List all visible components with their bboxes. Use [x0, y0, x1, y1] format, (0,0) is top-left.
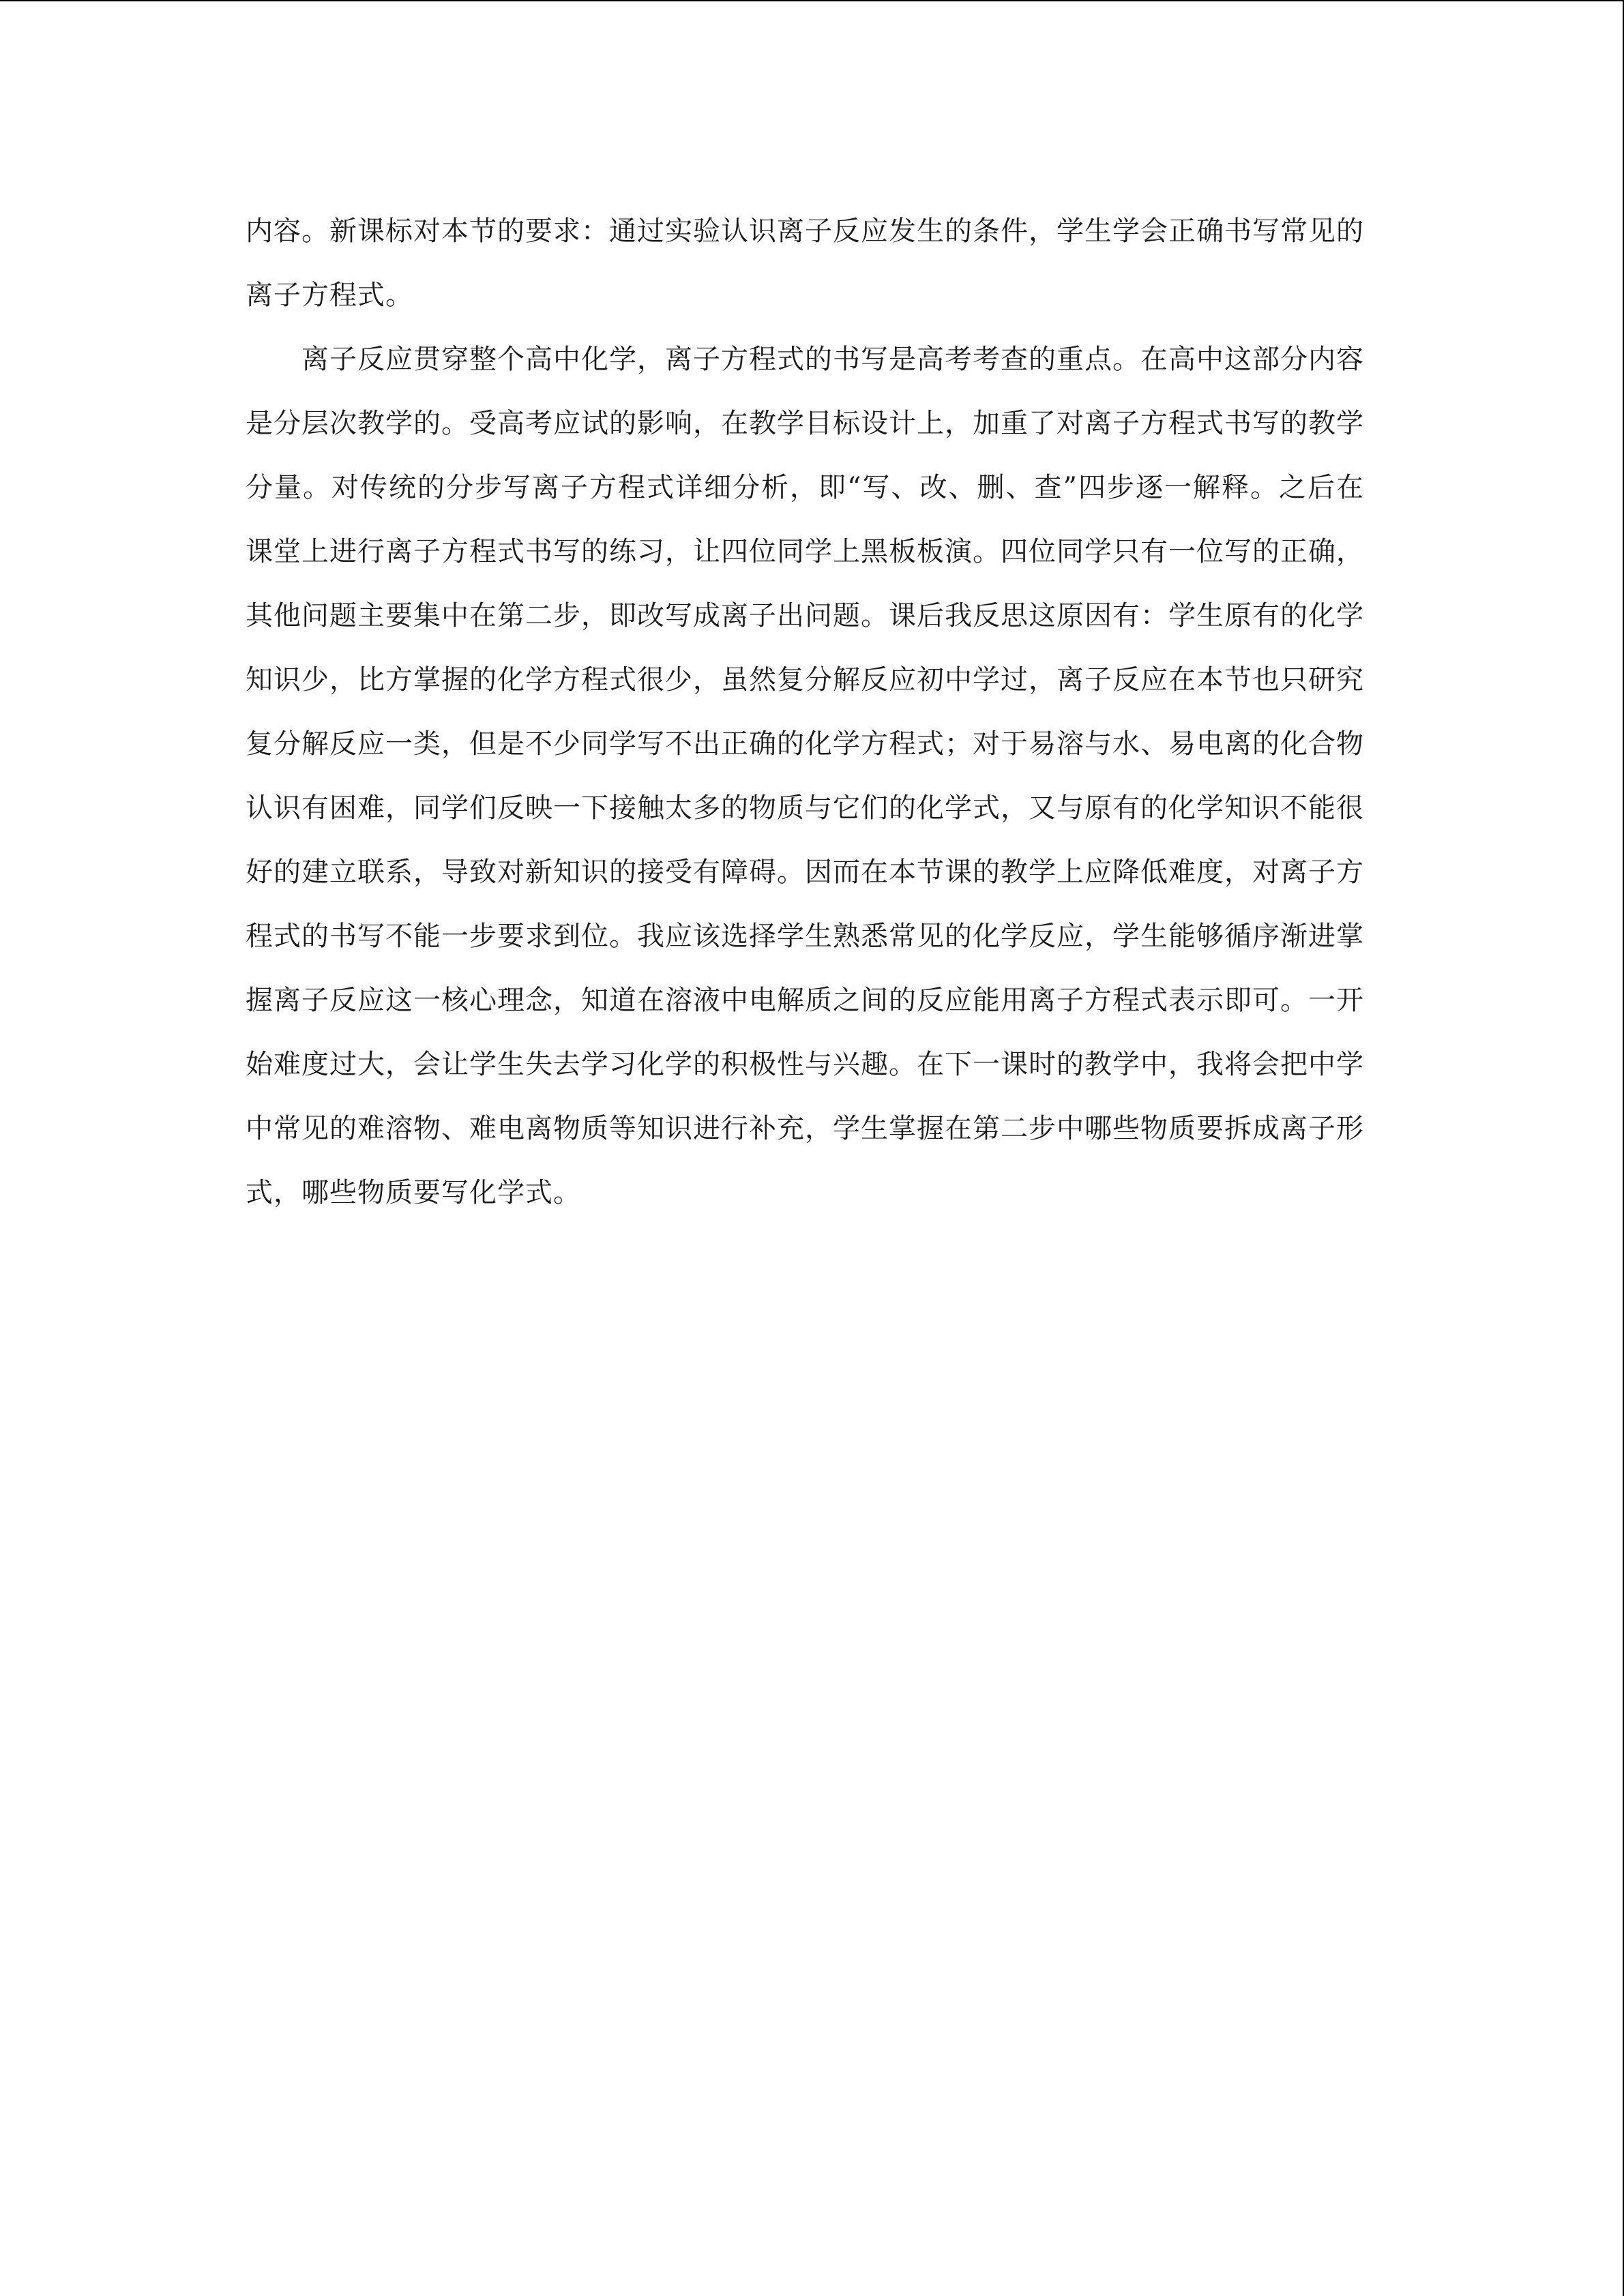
document-body [246, 199, 1364, 1225]
paragraph-2: 离子反应贯穿整个高中化学，离子方程式的书写是高考考查的重点。在高中这部分内容是分层次教学的。受高考应试的影响，在教学目标设计上，加重了对离子方程式书写的教学分量。对传统的分步写离子方程式详细分析，即“写、改、删、查”四步逐一解释。之后在课堂上进行离子方程式书写的练习，让四位同学上黑板板演。四位同学只有一位写的正确，其他问题主要集中在第二步，即改写成离子出问题。课后我反思这原因有：学生原有的化学知识少，比方掌握的化学方程式很少，虽然复分解反应初中学过，离子反应在本节也只研究复分解反应一类，但是不少同学写不出正确的化学方程式；对于易溶与水、易电离的化合物认识有困难，同学们反映一下接触太多的物质与它们的化学式，又与原有的化学知识不能很好的建立联系，导致对新知识的接受有障碍。因而在本节课的教学上应降低难度，对离子方程式的书写不能一步要求到位。我应该选择学生熟悉常见的化学反应，学生能够循序渐进掌握离子反应这一核心理念，知道在溶液中电解质之间的反应能用离子方程式表示即可。一开始难度过大，会让学生失去学习化学的积极性与兴趣。在下一课时的教学中，我将会把中学中常见的难溶物、难电离物质等知识进行补充，学生掌握在第二步中哪些物质要拆成离子形式，哪些物质要写化学式。 [246, 344, 1364, 1208]
paragraph-1: 内容。新课标对本节的要求：通过实验认识离子反应发生的条件，学生学会正确书写常见的离子方程式。 [246, 215, 1364, 311]
